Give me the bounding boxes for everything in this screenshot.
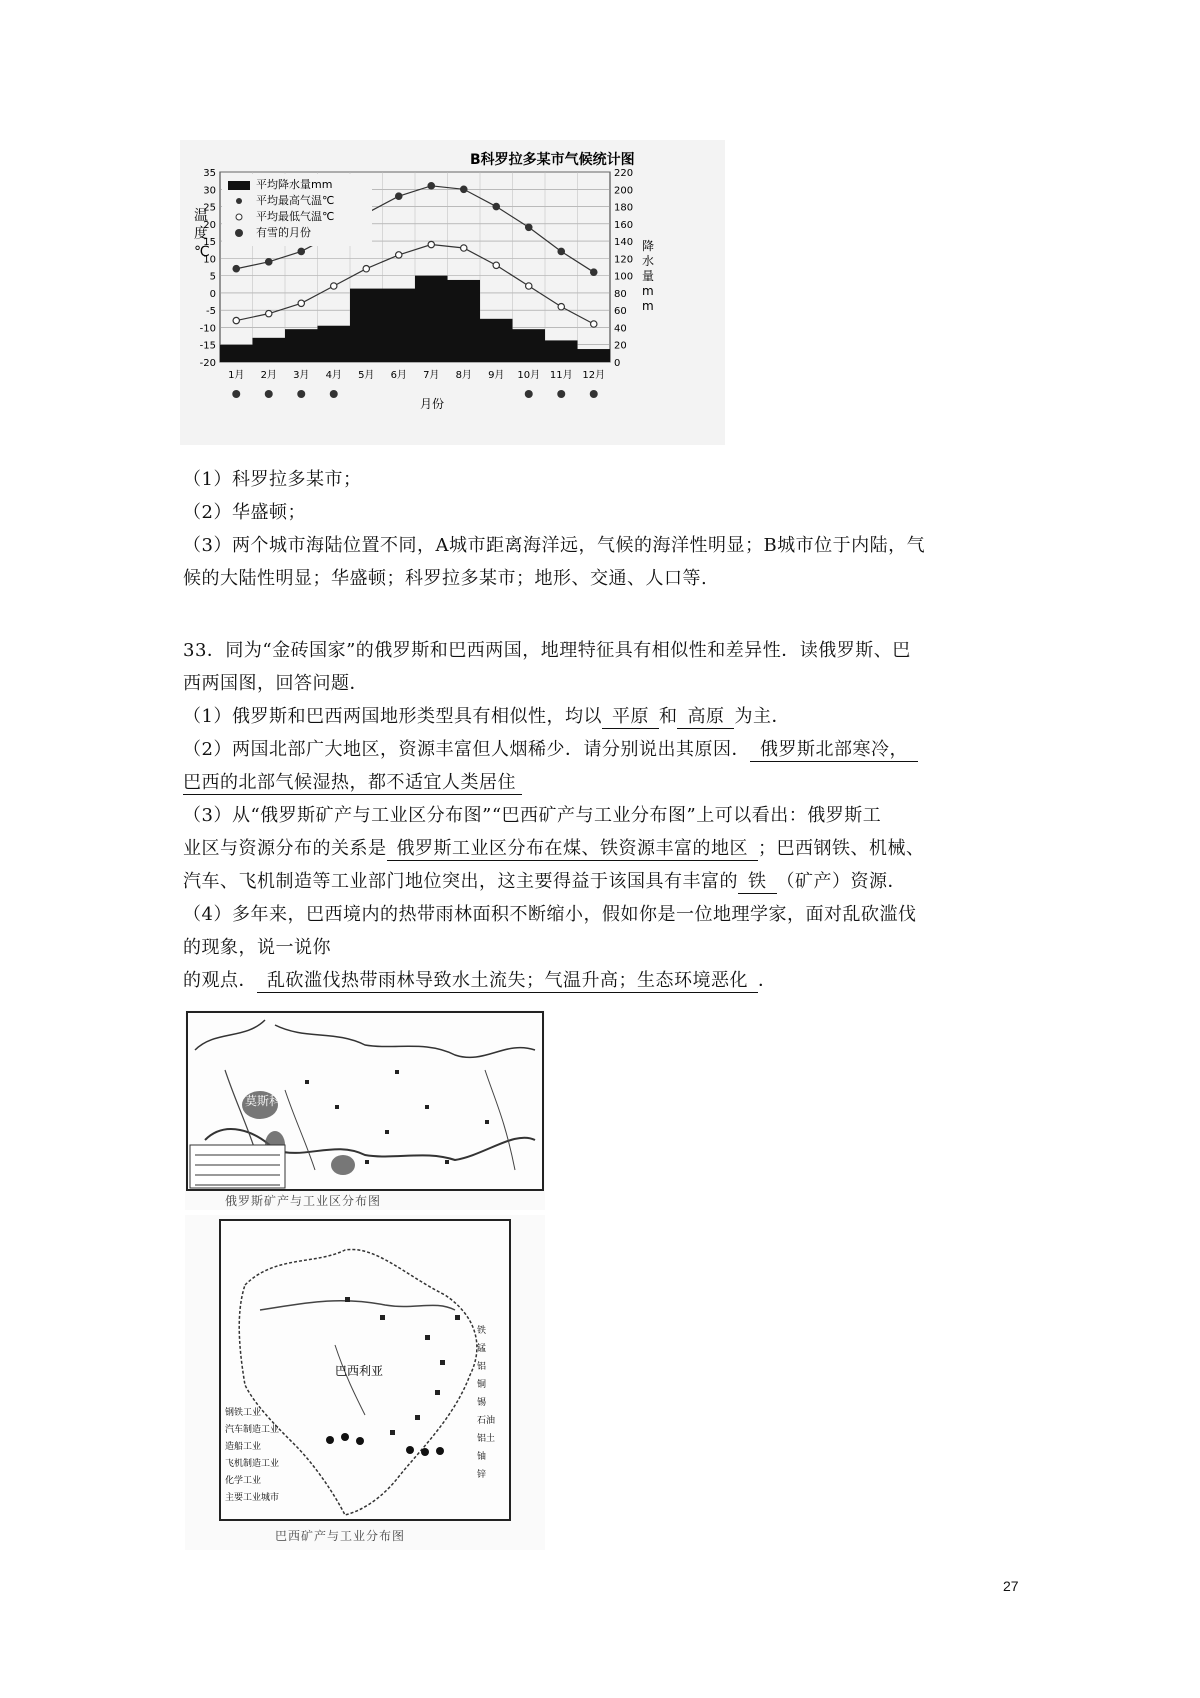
snow-month-marker	[330, 390, 338, 398]
q33-p2-text-a: （2）两国北部广大地区，资源丰富但人烟稀少．请分别说出其原因．	[183, 739, 750, 760]
brazil-legend-item: 锡	[477, 1398, 487, 1408]
brazil-legend-item: 造船工业	[225, 1442, 262, 1452]
precip-bar	[285, 329, 318, 362]
chart-right-tick-label: 140	[614, 237, 634, 249]
chart-month-label: 9月	[488, 370, 505, 381]
brazil-legend-item: 锰	[477, 1344, 487, 1354]
q33-p3-answer-iron: 铁	[738, 871, 777, 894]
max-temp-point	[591, 269, 597, 275]
min-temp-point	[396, 252, 402, 258]
brazil-map	[185, 1215, 545, 1550]
precip-bar	[578, 349, 611, 362]
chart-left-tick-label: 0	[209, 288, 216, 300]
min-temp-point	[461, 245, 467, 251]
chart-month-label: 8月	[455, 370, 472, 381]
chart-right-tick-label: 60	[614, 306, 627, 318]
snow-month-marker	[265, 390, 273, 398]
precip-bar	[545, 340, 578, 362]
chart-right-tick-label: 40	[614, 323, 627, 335]
brazil-map-svg	[185, 1215, 545, 1550]
chart-ylabel-right: 降水量 m m	[642, 239, 655, 313]
brazil-legend-item: 铝土	[477, 1434, 496, 1444]
snow-month-marker	[525, 390, 533, 398]
chart-left-tick-label: 15	[203, 237, 216, 249]
q33-part-2-line-1	[183, 737, 918, 763]
snow-month-marker	[557, 390, 565, 398]
precip-bar	[253, 338, 286, 362]
chart-ylabel-left: 温度℃	[194, 208, 210, 260]
legend-min-temp-symbol	[236, 214, 242, 220]
q33-p1-answer-plateau: 高原	[677, 706, 734, 729]
chart-right-tick-label: 20	[614, 340, 627, 352]
chart-legend-entry: 平均最高气温℃	[256, 194, 335, 207]
chart-title: B科罗拉多某市气候统计图	[470, 152, 635, 168]
chart-month-label: 7月	[423, 370, 440, 381]
brazil-legend-item: 铀	[477, 1452, 487, 1462]
min-temp-point	[428, 241, 434, 247]
russia-map	[185, 1010, 545, 1210]
precip-bar	[220, 345, 253, 362]
page-number: 27	[1003, 1578, 1019, 1594]
russia-map-caption: 俄罗斯矿产与工业区分布图	[225, 1194, 382, 1208]
max-temp-point	[233, 266, 239, 272]
brazil-legend-item: 铁	[477, 1326, 487, 1336]
q33-p2-answer-line-1: 俄罗斯北部寒冷，	[750, 739, 918, 762]
climate-chart-svg	[180, 140, 725, 445]
brazil-legend-item: 汽车制造工业	[225, 1425, 280, 1435]
q33-p3-text-d: 汽车、飞机制造等工业部门地位突出，这主要得益于该国具有丰富的	[183, 871, 738, 892]
chart-right-tick-label: 0	[614, 358, 621, 369]
chart-month-label: 12月	[582, 370, 606, 381]
russia-map-svg	[185, 1010, 545, 1210]
q33-p4-answer: 乱砍滥伐热带雨林导致水土流失；气温升高；生态环境恶化	[257, 970, 758, 993]
chart-left-tick-label: -15	[199, 340, 216, 352]
chart-legend-entry: 平均降水量mm	[256, 178, 333, 191]
brazil-legend-item: 钢铁工业	[225, 1408, 262, 1418]
q33-part-3-line-2	[183, 836, 925, 862]
chart-left-tick-label: 35	[203, 168, 216, 179]
legend-precip-symbol	[228, 181, 250, 190]
q33-p1-text-a: （1）俄罗斯和巴西两国地形类型具有相似性，均以	[183, 706, 602, 727]
chart-legend-entry: 有雪的月份	[256, 226, 311, 239]
prev-answer-3-line-2: 候的大陆性明显；华盛顿；科罗拉多某市；地形、交通、人口等.	[183, 568, 708, 589]
prev-answer-1: （1）科罗拉多某市；	[183, 469, 362, 490]
max-temp-point	[266, 259, 272, 265]
chart-right-tick-label: 220	[614, 168, 634, 179]
max-temp-point	[526, 224, 532, 230]
q33-p2-answer-line-2: 巴西的北部气候湿热，都不适宜人类居住	[183, 772, 522, 795]
q33-p3-answer-relation: 俄罗斯工业区分布在煤、铁资源丰富的地区	[387, 838, 759, 861]
q33-part-3-line-1: （3）从“俄罗斯矿产与工业区分布图”“巴西矿产与工业分布图”上可以看出：俄罗斯工	[183, 805, 882, 826]
precip-bar	[318, 326, 351, 362]
snow-month-marker	[297, 390, 305, 398]
chart-month-label: 6月	[390, 370, 407, 381]
q33-p4-text-d: ．	[758, 970, 777, 991]
min-temp-point	[526, 283, 532, 289]
snow-month-marker	[590, 390, 598, 398]
precip-bar	[513, 329, 546, 362]
legend-max-temp-symbol	[236, 198, 242, 204]
brazil-map-capital-label: 巴西利亚	[335, 1364, 384, 1378]
min-temp-point	[493, 262, 499, 268]
brazil-legend-item: 化学工业	[225, 1476, 262, 1486]
min-temp-point	[331, 283, 337, 289]
chart-month-label: 4月	[325, 370, 342, 381]
min-temp-point	[363, 266, 369, 272]
q33-p1-answer-plain: 平原	[602, 706, 659, 729]
brazil-legend-item: 飞机制造工业	[225, 1459, 280, 1469]
russia-map-moscow-label: 莫斯科	[245, 1094, 282, 1108]
precip-bar	[383, 289, 416, 362]
chart-left-tick-label: -5	[206, 306, 216, 318]
prev-answer-2: （2）华盛顿；	[183, 502, 306, 523]
q33-p4-text-c: 的观点．	[183, 970, 257, 991]
snow-month-marker	[232, 390, 240, 398]
chart-month-label: 10月	[517, 370, 541, 381]
brazil-legend-item: 主要工业城市	[225, 1493, 280, 1503]
chart-month-label: 1月	[228, 370, 245, 381]
precip-bar	[350, 289, 383, 362]
chart-month-label: 5月	[358, 370, 375, 381]
chart-right-tick-label: 200	[614, 185, 634, 197]
max-temp-point	[558, 248, 564, 254]
max-temp-point	[461, 186, 467, 192]
q33-part-4-line-3	[183, 968, 777, 994]
chart-right-tick-label: 80	[614, 288, 627, 300]
max-temp-point	[428, 183, 434, 189]
brazil-map-caption: 巴西矿产与工业分布图	[275, 1529, 406, 1543]
precip-bar	[480, 319, 513, 362]
legend-snow-symbol	[235, 229, 243, 237]
chart-month-label: 2月	[260, 370, 277, 381]
chart-left-tick-label: -10	[199, 323, 216, 335]
precip-bar	[415, 276, 448, 362]
q33-p1-text-c: 为主．	[734, 706, 790, 727]
q33-stem-line-1: 33．同为“金砖国家”的俄罗斯和巴西两国，地理特征具有相似性和差异性．读俄罗斯、巴	[183, 640, 911, 661]
min-temp-point	[298, 300, 304, 306]
min-temp-point	[266, 310, 272, 316]
chart-left-tick-label: 10	[203, 254, 216, 266]
prev-answer-3-line-1: （3）两个城市海陆位置不同，A城市距离海洋远，气候的海洋性明显；B城市位于内陆，气	[183, 535, 926, 556]
q33-stem-line-2: 西两国图，回答问题．	[183, 673, 368, 694]
chart-left-tick-label: 5	[209, 271, 216, 283]
brazil-legend-item: 石油	[477, 1416, 496, 1426]
q33-part-4-line-2: 的现象，说一说你	[183, 937, 331, 958]
max-temp-point	[298, 248, 304, 254]
q33-p1-text-b: 和	[658, 706, 678, 727]
min-temp-point	[591, 321, 597, 327]
chart-right-tick-label: 180	[614, 202, 634, 214]
q33-p3-text-e: （矿产）资源．	[776, 871, 906, 892]
chart-right-tick-label: 160	[614, 219, 634, 231]
q33-part-2-line-2	[183, 770, 522, 796]
chart-month-label: 11月	[549, 370, 573, 381]
min-temp-point	[558, 304, 564, 310]
q33-part-1	[183, 704, 790, 730]
chart-left-tick-label: 25	[203, 202, 216, 214]
max-temp-point	[396, 193, 402, 199]
q33-part-3-line-3	[183, 869, 906, 895]
min-temp-point	[233, 317, 239, 323]
climate-chart	[180, 140, 725, 445]
max-temp-point	[493, 203, 499, 209]
q33-part-4-line-1: （4）多年来，巴西境内的热带雨林面积不断缩小，假如你是一位地理学家，面对乱砍滥伐	[183, 904, 917, 925]
precip-bar	[448, 280, 481, 362]
chart-right-tick-label: 120	[614, 254, 634, 266]
chart-xlabel: 月份	[420, 397, 445, 411]
chart-left-tick-label: -20	[199, 358, 216, 369]
chart-right-tick-label: 100	[614, 271, 634, 283]
brazil-legend-item: 铜	[477, 1380, 487, 1390]
brazil-legend-item: 铝	[477, 1362, 487, 1372]
chart-left-tick-label: 20	[203, 219, 216, 231]
q33-p3-text-c: ；巴西钢铁、机械、	[758, 838, 925, 859]
q33-p3-text-b: 业区与资源分布的关系是	[183, 838, 387, 859]
chart-month-label: 3月	[293, 370, 310, 381]
chart-left-tick-label: 30	[203, 185, 216, 197]
chart-legend-entry: 平均最低气温℃	[256, 210, 335, 223]
brazil-legend-item: 锌	[477, 1470, 487, 1480]
